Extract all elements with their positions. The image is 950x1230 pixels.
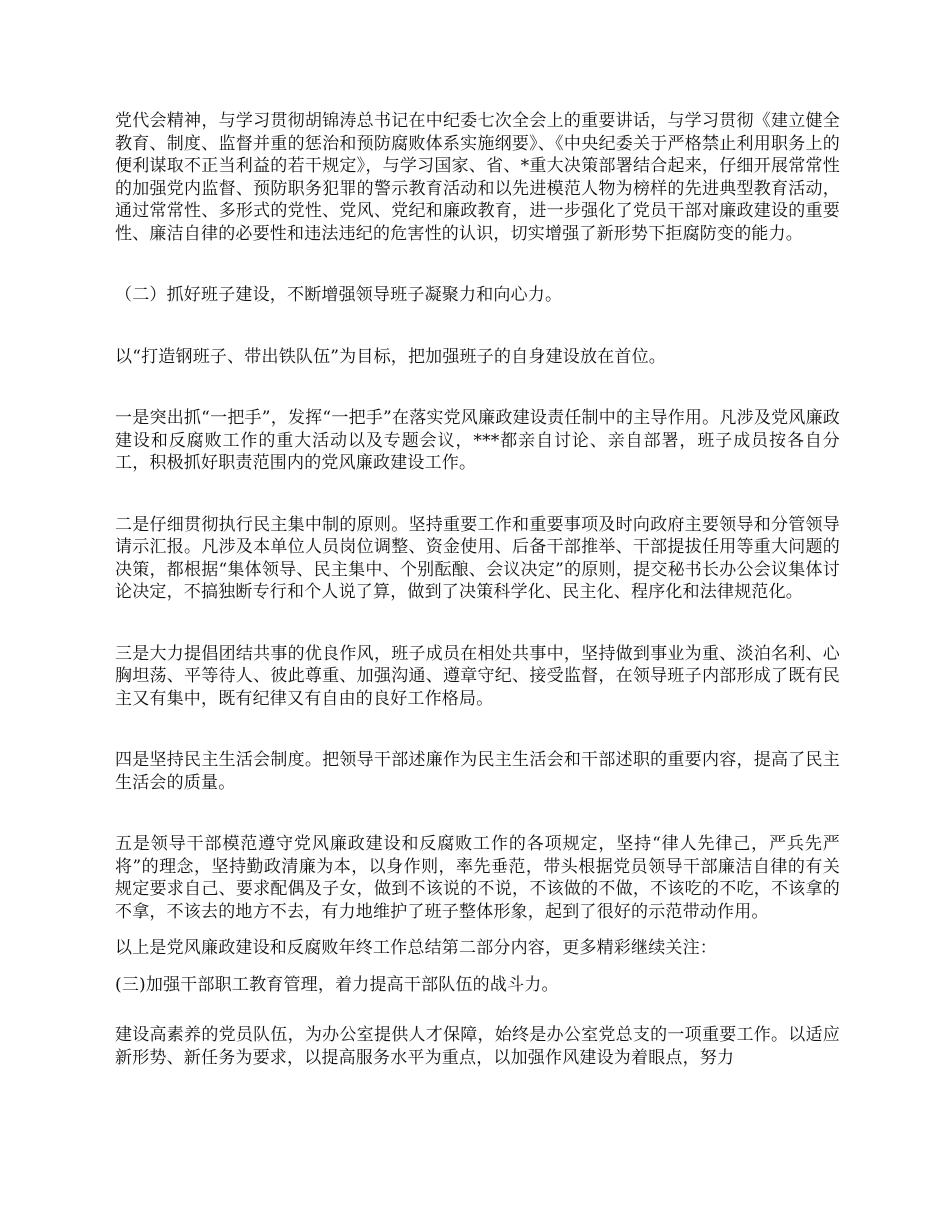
paragraph-point-three: 三是大力提倡团结共事的优良作风，班子成员在相处共事中，坚持做到事业为重、淡泊名利、心胸坦荡、平等待人、彼此尊重、加强沟通、遵章守纪、接受监督，在领导班子内部形成了既有民主又有集中，既有纪律又有自由的良好工作格局。 bbox=[115, 643, 840, 709]
paragraph-summary-note: 以上是党风廉政建设和反腐败年终工作总结第二部分内容，更多精彩继续关注： bbox=[115, 938, 717, 958]
paragraph-point-four: 四是坚持民主生活会制度。把领导干部述廉作为民主生活会和干部述职的重要内容，提高了民主生活会的质量。 bbox=[115, 750, 840, 793]
paragraph-point-two: 二是仔细贯彻执行民主集中制的原则。坚持重要工作和重要事项及时向政府主要领导和分管领导请示汇报。凡涉及本单位人员岗位调整、资金使用、后备干部推举、干部提拔任用等重大问题的决策，都根据“集体领导、民主集中、个别酝酿、会议决定”的原则，提交秘书长办公会议集体讨论决定，不搞独断专行和个人说了算，做到了决策科学化、民主化、程序化和法律规范化。 bbox=[115, 514, 840, 602]
paragraph-staff-education: 建设高素养的党员队伍，为办公室提供人才保障，始终是办公室党总支的一项重要工作。以适应新形势、新任务为要求，以提高服务水平为重点，以加强作风建设为着眼点，努力 bbox=[115, 1025, 840, 1068]
document-body bbox=[115, 110, 840, 1069]
paragraph-point-five: 五是领导干部模范遵守党风廉政建设和反腐败工作的各项规定，坚持“律人先律己，严兵先严将”的理念，坚持勤政清廉为本，以身作则，率先垂范，带头根据党员领导干部廉洁自律的有关规定要求自己、要求配偶及子女，做到不该说的不说，不该做的不做，不该吃的不吃，不该拿的不拿，不该去的地方不去，有力地维护了班子整体形象，起到了很好的示范带动作用。 bbox=[115, 834, 840, 922]
paragraph-team-goal: 以“打造钢班子、带出铁队伍”为目标，把加强班子的自身建设放在首位。 bbox=[115, 346, 666, 367]
paragraph-point-one: 一是突出抓“一把手”，发挥“一把手”在落实党风廉政建设责任制中的主导作用。凡涉及党风廉政建设和反腐败工作的重大活动以及专题会议，***都亲自讨论、亲自部署，班子成员按各自分工，积极抓好职责范围内的党风廉政建设工作。 bbox=[115, 408, 840, 473]
section-heading-staff-education: (三)加强干部职工教育管理，着力提高干部队伍的战斗力。 bbox=[115, 974, 559, 995]
paragraph-study-education: 党代会精神，与学习贯彻胡锦涛总书记在中纪委七次全会上的重要讲话，与学习贯彻《建立健全教育、制度、监督并重的惩治和预防腐败体系实施纲要》、《中央纪委关于严格禁止利用职务上的便利谋取不正当利益的若干规定》，与学习国家、省、*重大决策部署结合起来，仔细开展常常性的加强党内监督、预防职务犯罪的警示教育活动和以先进模范人物为榜样的先进典型教育活动，通过常常性、多形式的党性、党风、党纪和廉政教育，进一步强化了党员干部对廉政建设的重要性、廉洁自律的必要性和违法违纪的危害性的认识，切实增强了新形势下拒腐防变的能力。 bbox=[115, 111, 840, 244]
section-heading-team-building: （二）抓好班子建设，不断增强领导班子凝聚力和向心力。 bbox=[115, 285, 563, 305]
